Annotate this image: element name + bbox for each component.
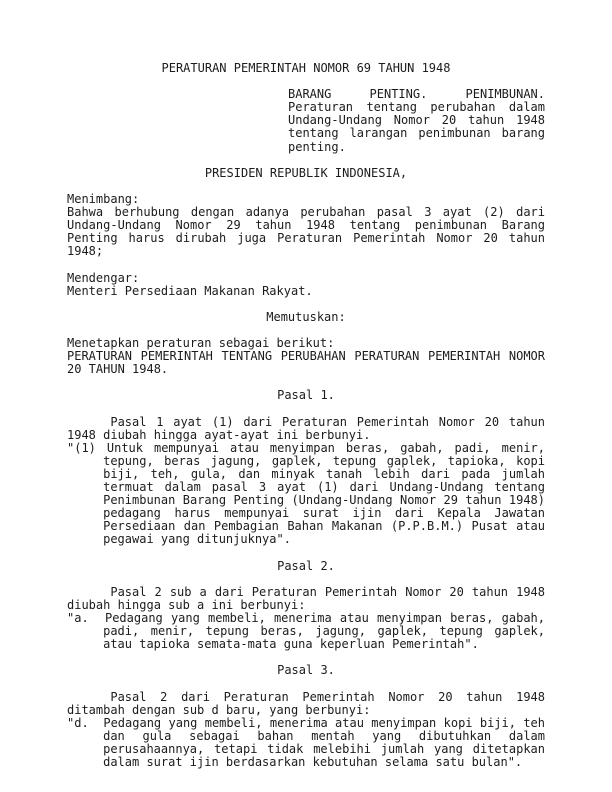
doc-line: Persediaan dan Pembagian Bahan Makanan (P.P.B.M.) Pusat atau bbox=[103, 519, 545, 534]
doc-line: termuat dalam pasal 3 ayat (1) dari Undang-Undang tentang bbox=[103, 480, 545, 494]
presiden-heading bbox=[67, 167, 545, 180]
doc-line: Menetapkan peraturan sebagai berikut: bbox=[67, 335, 335, 350]
doc-line: Penimbunan Barang Penting (Undang-Undang Nomor 29 tahun 1948) bbox=[103, 493, 545, 508]
doc-line: Menimbang: bbox=[67, 191, 140, 206]
doc-line: pegawai yang ditunjuknya". bbox=[103, 532, 291, 547]
doc-line: padi, menir, tepung beras, jagung, gaplek, tepung gaplek, bbox=[103, 624, 545, 639]
doc-line: 1948; bbox=[67, 244, 104, 259]
doc-line: Peraturan tentang perubahan dalam bbox=[288, 100, 545, 115]
doc-line: penting. bbox=[288, 139, 346, 154]
doc-line: Bahwa berhubung dengan adanya perubahan pasal 3 ayat (2) dari bbox=[67, 205, 545, 220]
pasal-3-heading bbox=[67, 664, 545, 677]
doc-line: atau tapioka semata-mata guna keperluan Pemerintah". bbox=[103, 637, 479, 652]
pasal-1-heading bbox=[67, 389, 545, 402]
doc-line: perusahaannya, tetapi tidak melebihi jumlah yang ditetapkan bbox=[103, 741, 545, 756]
doc-line: Pasal 1 ayat (1) dari Peraturan Pemerintah Nomor 20 tahun bbox=[110, 414, 545, 429]
doc-line: Undang-Undang Nomor 20 tahun 1948 bbox=[288, 113, 545, 128]
doc-line: PRESIDEN REPUBLIK INDONESIA, bbox=[204, 165, 408, 180]
doc-line: tepung, beras jagung, gaplek, tepung gaplek, tapioka, kopi bbox=[103, 453, 545, 468]
doc-line: BARANG PENTING. PENIMBUNAN. bbox=[288, 87, 545, 102]
doc-line: Undang-Undang Nomor 29 tahun 1948 tentang penimbunan Barang bbox=[67, 218, 545, 233]
pasal-3-body bbox=[67, 691, 545, 770]
doc-line: "a. Pedagang yang membeli, menerima atau menyimpan beras, gabah, bbox=[67, 610, 545, 625]
doc-line: 1948 diubah hingga ayat-ayat ini berbunyi. bbox=[67, 427, 371, 442]
pasal-2-body bbox=[67, 586, 545, 651]
document-body bbox=[67, 62, 545, 769]
memutuskan-heading bbox=[67, 311, 545, 324]
doc-line: dalam surat ijin berdasarkan kebutuhan selama satu bulan". bbox=[103, 754, 523, 769]
doc-line: PERATURAN PEMERINTAH TENTANG PERUBAHAN PERATURAN PEMERINTAH NOMOR bbox=[67, 349, 545, 364]
doc-line: Pasal 2 dari Peraturan Pemerintah Nomor 20 tahun 1948 bbox=[110, 689, 545, 704]
subject-abstract-block bbox=[288, 88, 545, 153]
doc-line: diubah hingga sub a ini berbunyi: bbox=[67, 597, 306, 612]
doc-line: biji, teh, gula, dan minyak tanah lebih dari pada jumlah bbox=[103, 466, 545, 481]
mendengar-section bbox=[67, 272, 545, 298]
pasal-2-heading bbox=[67, 560, 545, 573]
doc-line: pedagang harus mempunyai surat ijin dari Kepala Jawatan bbox=[103, 506, 545, 521]
doc-line: dan gula sebagai bahan mentah yang dibutuhkan dalam bbox=[103, 728, 545, 743]
doc-line: Penting harus dirubah juga Peraturan Pemerintah Nomor 20 tahun bbox=[67, 231, 545, 246]
doc-line: Pasal 1. bbox=[277, 388, 335, 403]
doc-line: "(1) Untuk mempunyai atau menyimpan beras, gabah, padi, menir, bbox=[67, 440, 545, 455]
doc-line: tentang larangan penimbunan barang bbox=[288, 126, 545, 141]
doc-line: Pasal 2. bbox=[277, 558, 335, 573]
doc-line: ditambah dengan sub d baru, yang berbunyi: bbox=[67, 702, 371, 717]
doc-line: Memutuskan: bbox=[266, 309, 346, 324]
doc-line: PERATURAN PEMERINTAH NOMOR 69 TAHUN 1948 bbox=[161, 61, 451, 75]
doc-title bbox=[67, 62, 545, 75]
pasal-1-body bbox=[67, 416, 545, 547]
menetapkan-section bbox=[67, 337, 545, 376]
menimbang-section bbox=[67, 193, 545, 258]
doc-line: Mendengar: bbox=[67, 270, 140, 285]
doc-line: 20 TAHUN 1948. bbox=[67, 362, 169, 377]
doc-line: Pasal 3. bbox=[277, 663, 335, 678]
doc-line: Menteri Persediaan Makanan Rakyat. bbox=[67, 283, 313, 298]
doc-line: "d. Pedagang yang membeli, menerima atau menyimpan kopi biji, teh bbox=[67, 715, 545, 730]
doc-line: Pasal 2 sub a dari Peraturan Pemerintah Nomor 20 tahun 1948 bbox=[110, 584, 545, 599]
